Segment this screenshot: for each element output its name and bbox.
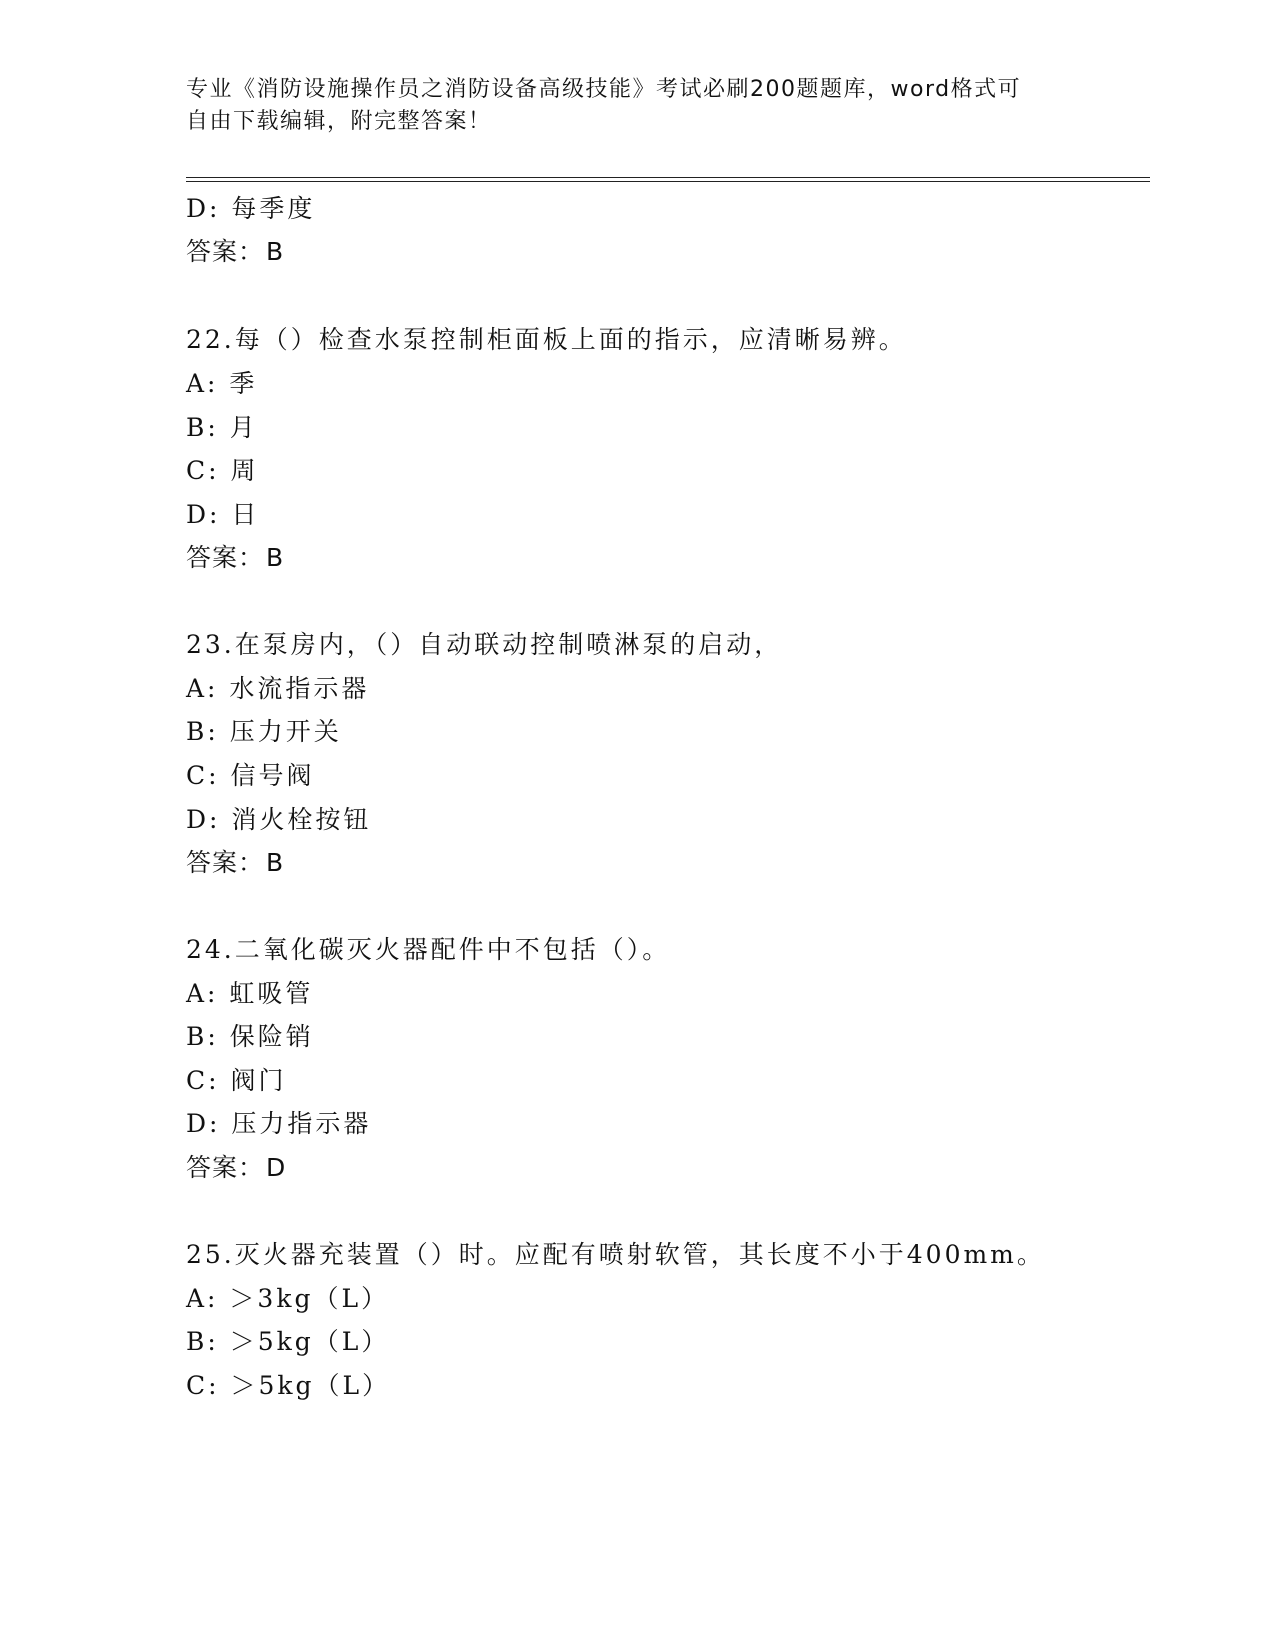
- question-22-option-a: A: 季: [186, 369, 258, 398]
- prev-answer: [186, 232, 284, 268]
- header-line-2: 自由下载编辑，附完整答案！: [186, 109, 492, 134]
- document-header: [186, 74, 1066, 138]
- question-24-answer: [186, 1148, 286, 1184]
- header-line-1: 专业《消防设施操作员之消防设备高级技能》考试必刷200题题库，word格式可: [186, 77, 1022, 102]
- question-23-option-d: D: 消火栓按钮: [186, 805, 372, 834]
- answer-value: B: [266, 848, 285, 877]
- answer-value: D: [266, 1153, 287, 1182]
- question-24-option-d: D: 压力指示器: [186, 1109, 372, 1138]
- question-23-option-c: C: 信号阀: [186, 761, 315, 790]
- question-22-option-d: D: 日: [186, 500, 260, 529]
- header-divider-top: [186, 177, 1150, 178]
- question-24-option-c: C: 阀门: [186, 1066, 287, 1095]
- question-23-option-b: B: 压力开关: [186, 717, 342, 746]
- answer-value: B: [266, 237, 285, 266]
- question-24-option-a: A: 虹吸管: [186, 979, 314, 1008]
- question-25-option-b: B: ＞5kg（L）: [186, 1327, 390, 1356]
- question-22-option-b: B: 月: [186, 413, 258, 442]
- answer-value: B: [266, 543, 285, 572]
- question-23-stem: 23.在泵房内，（）自动联动控制喷淋泵的启动，: [186, 630, 783, 659]
- question-22-stem: 22.每（）检查水泵控制柜面板上面的指示，应清晰易辨。: [186, 325, 907, 354]
- answer-label: 答案：: [186, 543, 265, 572]
- question-25-option-c: C: ＞5kg（L）: [186, 1371, 391, 1400]
- answer-label: 答案：: [186, 1153, 265, 1182]
- question-24-option-b: B: 保险销: [186, 1022, 314, 1051]
- question-24-stem: 24.二氧化碳灭火器配件中不包括（）。: [186, 935, 671, 964]
- answer-label: 答案：: [186, 237, 265, 266]
- question-25-option-a: A: ＞3kg（L）: [186, 1284, 390, 1313]
- question-23-option-a: A: 水流指示器: [186, 674, 370, 703]
- prev-option-d: D: 每季度: [186, 194, 316, 223]
- question-22-option-c: C: 周: [186, 456, 259, 485]
- answer-label: 答案：: [186, 848, 265, 877]
- question-22-answer: [186, 538, 284, 574]
- header-divider-bottom: [186, 181, 1150, 182]
- question-25-stem: 25.灭火器充装置（）时。应配有喷射软管，其长度不小于400mm。: [186, 1240, 1045, 1269]
- question-23-answer: [186, 843, 284, 879]
